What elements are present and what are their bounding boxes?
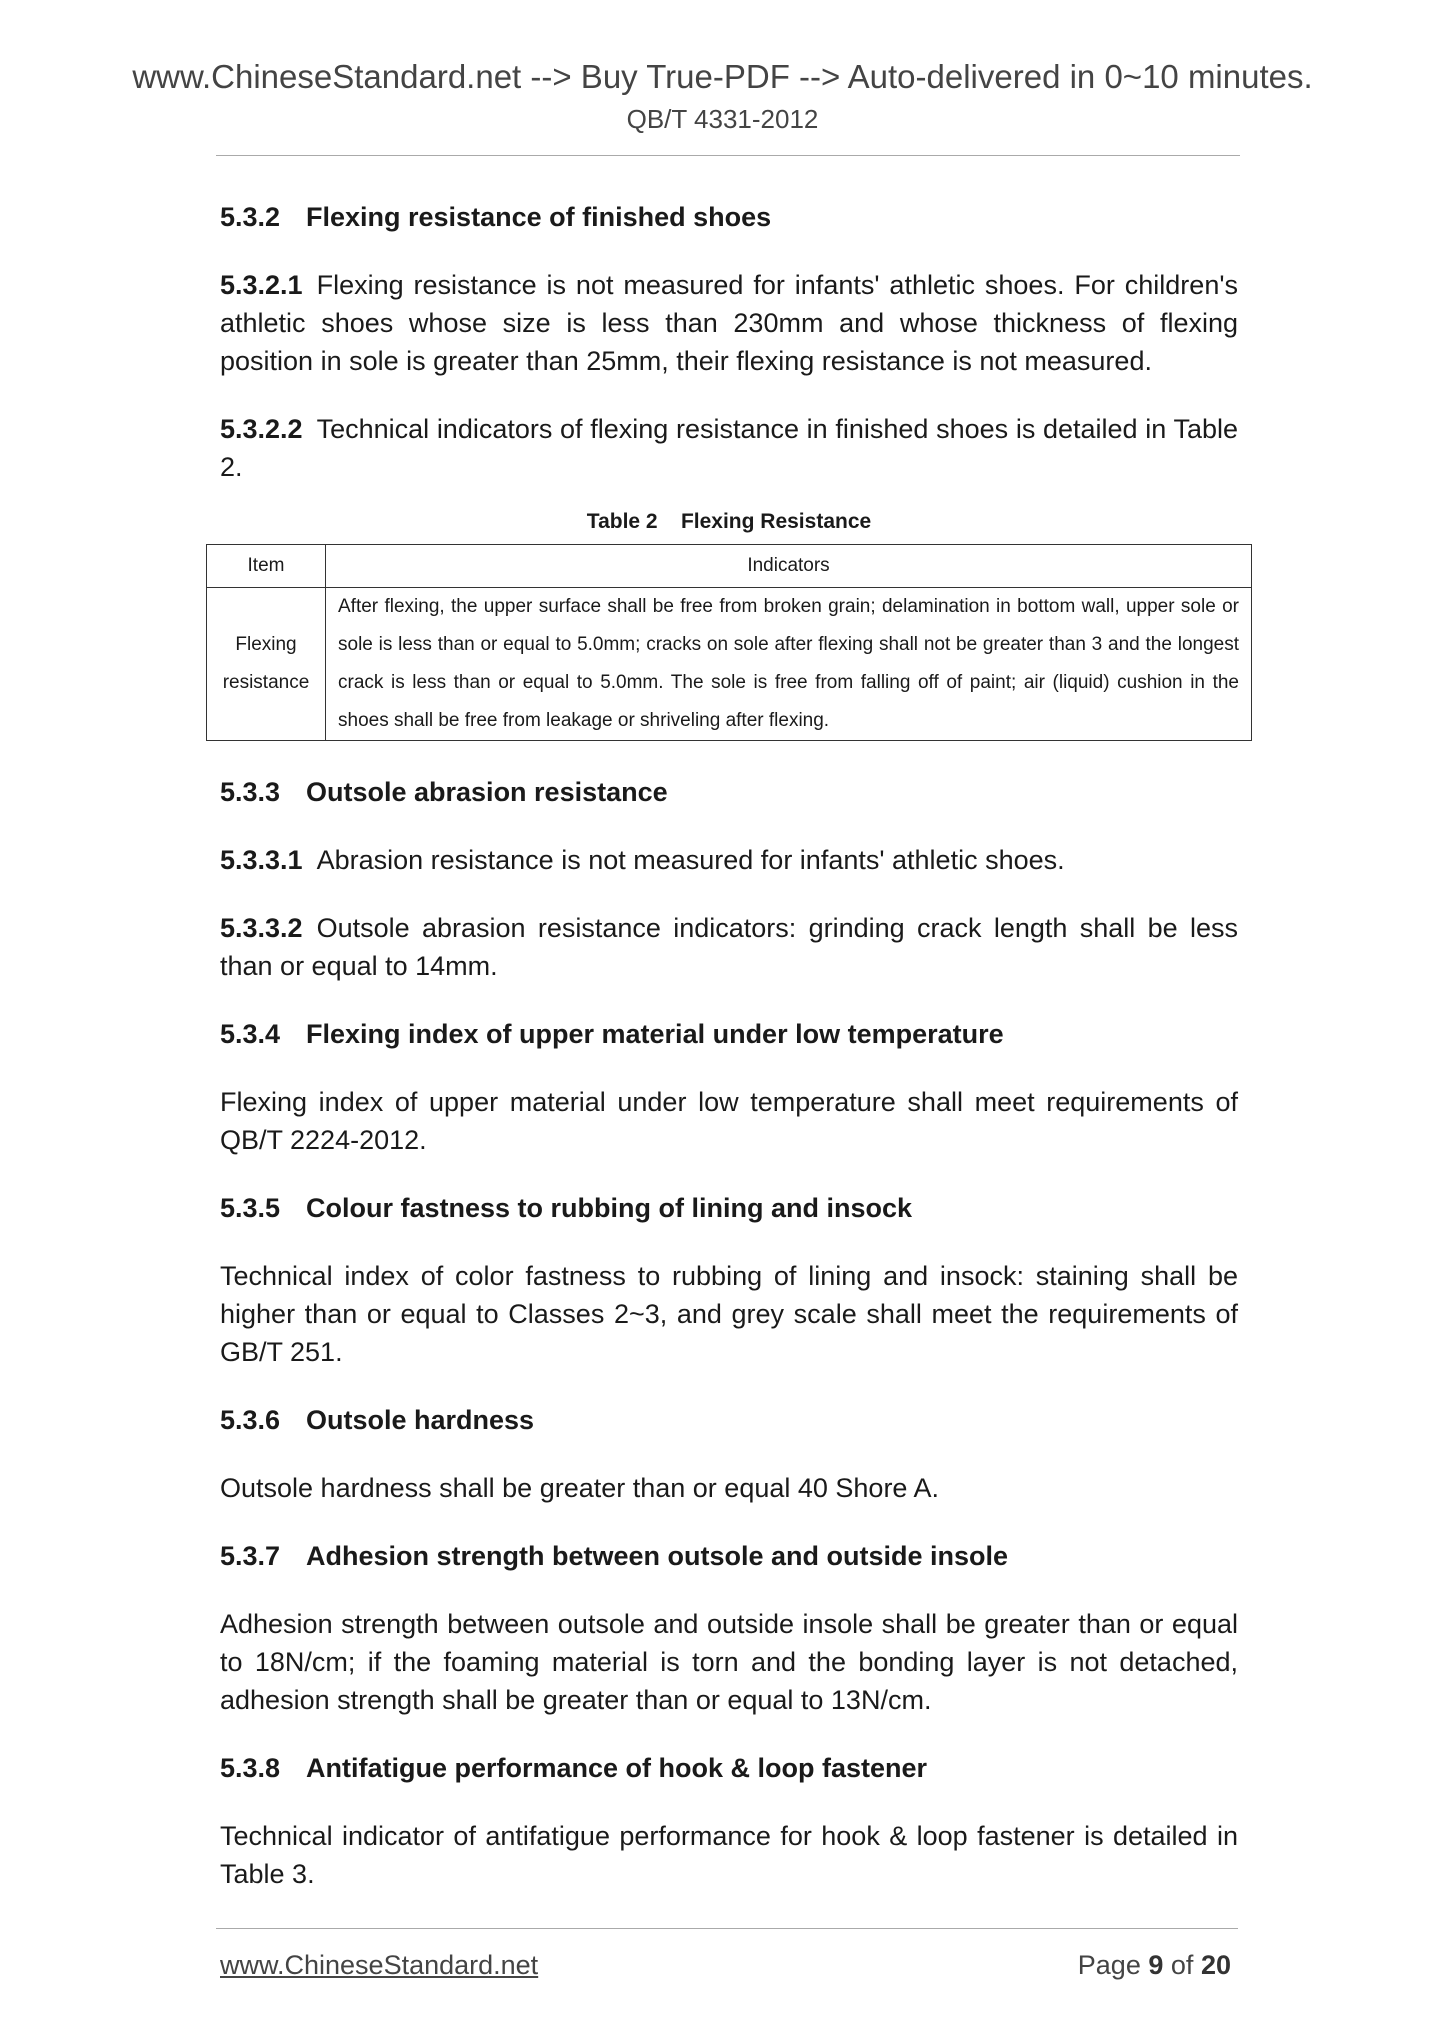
- section-title: Outsole abrasion resistance: [306, 777, 668, 807]
- page-indicator: [1078, 1950, 1231, 1981]
- paragraph-5-3-4: Flexing index of upper material under low temperature shall meet requirements of QB/T 2224-2012.: [220, 1087, 1238, 1155]
- clause-5-3-3-2: [220, 909, 1238, 985]
- total-pages: 20: [1200, 1950, 1231, 1980]
- clause-number: 5.3.3.2: [220, 913, 303, 943]
- document-body: [220, 198, 1238, 1923]
- clause-text: Abrasion resistance is not measured for infants' athletic shoes.: [316, 845, 1065, 875]
- section-title: Adhesion strength between outsole and outside insole: [306, 1541, 1009, 1571]
- item-line: Flexing: [235, 634, 297, 655]
- section-number: 5.3.6: [220, 1405, 281, 1435]
- footer-website-link[interactable]: www.ChineseStandard.net: [220, 1950, 539, 1980]
- header-indicators: Indicators: [326, 545, 1252, 588]
- clause-text: Technical indicators of flexing resistance in finished shoes is detailed in Table 2.: [220, 414, 1238, 482]
- section-number: 5.3.5: [220, 1193, 281, 1223]
- section-title: Antifatigue performance of hook & loop fastener: [306, 1753, 928, 1783]
- clause-5-3-2-1: [220, 266, 1238, 380]
- header-divider: [216, 155, 1240, 156]
- section-heading-5-3-2: [220, 198, 1238, 236]
- paragraph-5-3-7: Adhesion strength between outsole and outside insole shall be greater than or equal to 18N/cm; if the foaming material is torn and the bonding layer is not detached, adhesion strength shall be greater than or equal to 13N/cm.: [220, 1609, 1238, 1715]
- clause-text: Flexing resistance is not measured for infants' athletic shoes. For children's athletic shoes whose size is less than 230mm and whose thickness of flexing position in sole is greater than 25mm, their flexing resistance is not measured.: [220, 270, 1238, 376]
- header-banner: www.ChineseStandard.net --> Buy True-PDF --> Auto-delivered in 0~10 minutes.: [132, 58, 1313, 95]
- section-heading-5-3-7: [220, 1537, 1238, 1575]
- item-line: resistance: [222, 672, 310, 693]
- paragraph-5-3-5: Technical index of color fastness to rubbing of lining and insock: staining shall be higher than or equal to Classes 2~3, and grey scale shall meet the requirements of GB/T 251.: [220, 1261, 1238, 1367]
- clause-5-3-3-1: [220, 841, 1238, 879]
- current-page: 9: [1148, 1950, 1164, 1980]
- clause-number: 5.3.2.1: [220, 270, 303, 300]
- table-caption: Table 2 Flexing Resistance: [586, 510, 872, 533]
- section-title: Outsole hardness: [306, 1405, 535, 1435]
- clause-text: Outsole abrasion resistance indicators: grinding crack length shall be less than or equal to 14mm.: [220, 913, 1238, 981]
- clause-5-3-2-2: [220, 410, 1238, 486]
- clause-number: 5.3.3.1: [220, 845, 303, 875]
- section-number: 5.3.2: [220, 202, 281, 232]
- paragraph-5-3-8: Technical indicator of antifatigue performance for hook & loop fastener is detailed in Table 3.: [220, 1821, 1238, 1889]
- section-number: 5.3.3: [220, 777, 281, 807]
- flexing-resistance-table: [206, 544, 1252, 741]
- indicator-cell: After flexing, the upper surface shall be free from broken grain; delamination in bottom wall, upper sole or sole is less than or equal to 5.0mm; cracks on sole after flexing shall not be greater than 3 and the longest crack is less than or equal to 5.0mm. The sole is free from falling off of paint; air (liquid) cushion in the shoes shall be free from leakage or shriveling after flexing.: [326, 588, 1252, 741]
- clause-number: 5.3.2.2: [220, 414, 303, 444]
- section-title: Flexing index of upper material under low temperature: [306, 1019, 1004, 1049]
- section-number: 5.3.8: [220, 1753, 281, 1783]
- page-of: of: [1170, 1950, 1194, 1980]
- section-title: Flexing resistance of finished shoes: [306, 202, 772, 232]
- paragraph-5-3-6: Outsole hardness shall be greater than or equal 40 Shore A.: [220, 1473, 939, 1503]
- section-title: Colour fastness to rubbing of lining and insock: [306, 1193, 913, 1223]
- section-heading-5-3-3: [220, 773, 1238, 811]
- section-number: 5.3.7: [220, 1541, 281, 1571]
- table-header-row: [207, 545, 1252, 588]
- section-heading-5-3-8: [220, 1749, 1238, 1787]
- standard-code: QB/T 4331-2012: [626, 104, 819, 134]
- section-heading-5-3-5: [220, 1189, 1238, 1227]
- table-row: [207, 588, 1252, 741]
- item-cell: [207, 588, 326, 741]
- header-item: Item: [207, 545, 326, 588]
- page-prefix: Page: [1077, 1950, 1141, 1980]
- section-heading-5-3-6: [220, 1401, 1238, 1439]
- section-heading-5-3-4: [220, 1015, 1238, 1053]
- section-number: 5.3.4: [220, 1019, 281, 1049]
- footer-divider: [216, 1928, 1238, 1929]
